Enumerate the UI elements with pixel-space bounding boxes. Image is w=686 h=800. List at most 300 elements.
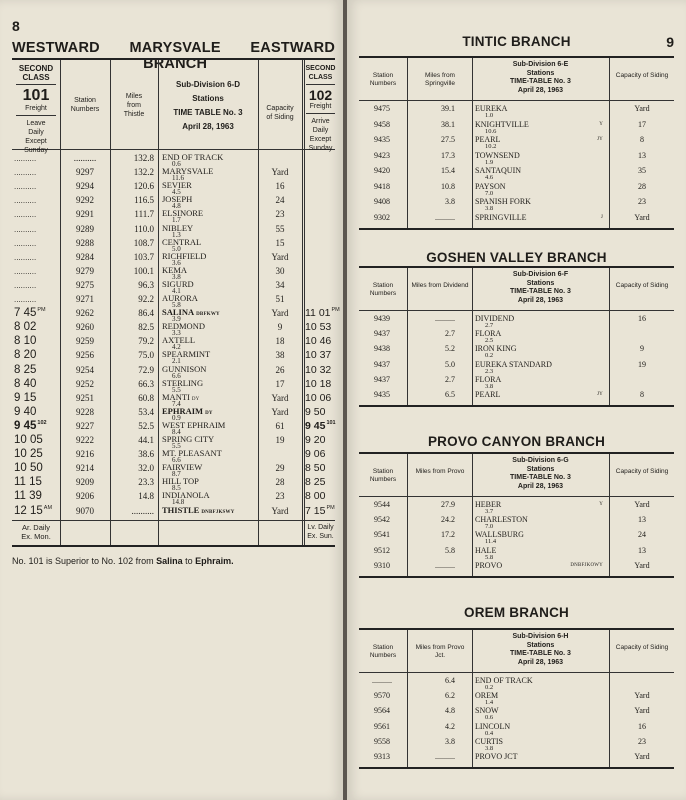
- station-name: [475, 737, 605, 746]
- station-label: LINCOLN: [475, 721, 511, 731]
- segment-distance: 5.8: [172, 301, 181, 309]
- westward-time: [14, 434, 60, 446]
- header-text: TIME-TABLE No. 3: [510, 474, 571, 481]
- station-label: SALINA: [162, 307, 195, 318]
- col-divider: [407, 630, 408, 767]
- siding-capacity: Yard: [634, 212, 650, 222]
- station-label: AURORA: [162, 293, 198, 303]
- station-label: RICHFIELD: [162, 250, 207, 261]
- segment-distance: 7.0: [485, 523, 494, 531]
- station-label: EUREKA STANDARD: [475, 359, 552, 369]
- header-text: Numbers: [70, 106, 100, 113]
- segment-distance: 1.4: [485, 699, 494, 707]
- station-number: 9279: [76, 265, 94, 276]
- miles-value: ..........: [435, 212, 455, 222]
- station-name: [475, 197, 605, 206]
- eastward-time: [305, 448, 325, 460]
- footnote-station: Ephraim.: [195, 556, 234, 566]
- eastward-time: [305, 490, 325, 502]
- station-number: 9070: [76, 505, 94, 516]
- header-text: Miles: [125, 93, 143, 100]
- miles-value: 103.7: [133, 251, 154, 262]
- segment-distance: 8.7: [172, 470, 181, 479]
- station-label: CHARLESTON: [475, 515, 528, 525]
- header-text: April 28, 1963: [517, 658, 564, 666]
- page-number-right: 9: [666, 34, 674, 50]
- footnote-text: to: [182, 556, 196, 566]
- header-rule: [359, 100, 674, 101]
- heading-westward: WESTWARD: [12, 40, 100, 56]
- miles-value: 5.2: [445, 344, 455, 354]
- station-name: [475, 691, 605, 700]
- time-value: 7 45: [14, 307, 37, 320]
- eastward-time: [305, 462, 325, 474]
- siding-capacity: 13: [638, 515, 646, 525]
- header-text: April 28, 1963: [517, 296, 564, 304]
- station-label: MANTI: [162, 391, 190, 402]
- segment-distance: 4.6: [485, 174, 494, 181]
- time-value: 8 20: [14, 349, 37, 362]
- station-name: [475, 213, 605, 222]
- station-label: SPANISH FORK: [475, 197, 531, 206]
- time-value: ..........: [14, 280, 37, 290]
- time-value: ..........: [14, 224, 37, 234]
- station-label: EUREKA: [475, 104, 508, 113]
- siding-capacity: 30: [275, 265, 285, 276]
- time-value: ..........: [14, 238, 37, 248]
- miles-value: 108.7: [133, 237, 154, 248]
- westward-time: [14, 349, 60, 361]
- footnote-station: Salina: [156, 556, 183, 566]
- station-label: MARYSVALE: [162, 166, 214, 177]
- station-number: 9542: [374, 515, 390, 525]
- time-value: 10 53: [305, 321, 332, 334]
- miles-value: ..........: [131, 505, 154, 516]
- siding-capacity: 24: [638, 530, 646, 540]
- siding-capacity: 8: [640, 135, 644, 144]
- segment-distance: 3.8: [485, 205, 494, 212]
- class-label: CLASS: [22, 73, 50, 82]
- miles-header: Miles from Provo: [415, 468, 465, 475]
- westward-time: [14, 152, 60, 164]
- miles-value: 60.8: [138, 392, 154, 403]
- segment-distance: 4.8: [172, 202, 181, 211]
- siding-capacity: 9: [640, 344, 644, 354]
- time-value: 10 05: [14, 434, 43, 446]
- siding-capacity: Yard: [634, 560, 650, 570]
- station-label: JOSEPH: [162, 194, 193, 205]
- train-schedule-note: Sunday: [24, 147, 48, 154]
- siding-capacity: 35: [638, 166, 646, 175]
- station-code: Y: [599, 121, 603, 127]
- siding-capacity: 23: [275, 209, 285, 220]
- miles-header: Miles from Dividend: [411, 282, 469, 289]
- siding-capacity: Yard: [634, 706, 650, 716]
- westward-time: [14, 237, 60, 249]
- header-rule: [359, 310, 674, 311]
- station-number: 9544: [374, 500, 390, 509]
- station-label: ELSINORE: [162, 208, 204, 219]
- branch-title: TINTIC BRANCH: [462, 34, 571, 49]
- miles-value: 5.8: [445, 545, 455, 555]
- siding-capacity: 24: [275, 195, 285, 206]
- station-code: Y: [599, 502, 603, 507]
- branch-table: [359, 452, 674, 578]
- miles-value: 10.8: [441, 181, 455, 191]
- westward-time: [14, 208, 60, 220]
- miles-value: 14.8: [138, 491, 154, 502]
- station-label: THISTLE: [162, 504, 200, 515]
- station-number: 9206: [76, 491, 94, 502]
- station-label: STERLING: [162, 377, 204, 388]
- header-text: Stations: [526, 465, 555, 473]
- capacity-header: [258, 104, 302, 122]
- segment-distance: 0.2: [485, 352, 494, 360]
- station-label: KNIGHTVILLE: [475, 119, 529, 129]
- station-number: 9408: [374, 197, 390, 206]
- segment-distance: 1.0: [485, 112, 494, 119]
- eastward-time: [305, 420, 336, 432]
- station-number: 9435: [374, 135, 390, 144]
- eastward-time: [305, 307, 340, 319]
- miles-value: 38.1: [441, 119, 455, 129]
- station-label: KEMA: [162, 264, 188, 275]
- westward-time: [14, 378, 60, 390]
- station-code: DY: [205, 410, 213, 416]
- siding-capacity: Yard: [271, 167, 289, 178]
- train-schedule-note: Leave: [26, 120, 46, 127]
- station-name: [475, 344, 605, 353]
- station-name: [162, 378, 203, 388]
- westward-time: [14, 505, 60, 517]
- col-divider: [609, 58, 610, 228]
- station-number: 9251: [76, 392, 94, 403]
- siding-capacity: 17: [638, 119, 646, 129]
- station-code: DNBFJKOWY: [570, 562, 603, 568]
- station-label: EPHRAIM: [162, 405, 204, 416]
- station-label: PEARL: [475, 135, 501, 144]
- westward-time: [14, 476, 60, 488]
- stations-header: [472, 61, 609, 95]
- station-name: [162, 208, 203, 218]
- westward-header: [12, 64, 60, 155]
- station-name: [475, 329, 605, 338]
- train-schedule-note: Except: [309, 136, 332, 143]
- time-value: 10 06: [305, 391, 332, 404]
- branch-table: [359, 628, 674, 769]
- siding-capacity: 13: [638, 150, 646, 160]
- station-number: 9558: [374, 736, 390, 746]
- station-number: 9438: [374, 344, 390, 354]
- westward-footer: [12, 523, 60, 541]
- time-value: 8 25: [305, 476, 326, 489]
- header-rule: [359, 672, 674, 673]
- time-value: 9 20: [305, 434, 326, 446]
- segment-distance: 0.6: [172, 160, 181, 168]
- time-value: 11 15: [14, 476, 42, 489]
- station-label: HILL TOP: [162, 476, 199, 487]
- train-schedule-note: Sunday: [308, 145, 333, 152]
- train-schedule-note: Arrive: [311, 118, 330, 125]
- station-number: ..........: [372, 676, 392, 685]
- train-kind: Freight: [25, 105, 47, 112]
- footer-rule: [12, 520, 335, 521]
- col-divider: [609, 454, 610, 576]
- westward-time: [14, 265, 60, 277]
- miles-value: 17.3: [441, 150, 455, 160]
- siding-capacity: 19: [638, 359, 646, 369]
- station-code: JY: [597, 137, 603, 142]
- station-name: [162, 490, 210, 500]
- siding-capacity: Yard: [634, 691, 650, 701]
- header-rule: [12, 149, 335, 150]
- segment-distance: 0.4: [485, 729, 494, 737]
- subdivision-label: Sub-Division 6-D: [175, 80, 240, 89]
- station-label: PAYSON: [475, 181, 506, 191]
- segment-distance: 2.5: [485, 337, 494, 345]
- station-code: JY: [597, 392, 603, 397]
- segment-distance: 3.6: [172, 258, 181, 267]
- segment-distance: 8.5: [172, 484, 181, 493]
- segment-distance: 4.2: [172, 343, 181, 352]
- station-name: [162, 307, 220, 317]
- miles-value: 2.7: [445, 374, 455, 384]
- siding-capacity: 34: [275, 279, 285, 290]
- station-name: [475, 104, 605, 113]
- station-name: [475, 561, 605, 570]
- train-schedule-note: Daily: [28, 129, 44, 136]
- miles-header: [110, 92, 158, 119]
- station-number: 9216: [76, 449, 94, 460]
- station-name: [162, 462, 202, 472]
- siding-capacity: 23: [275, 491, 285, 502]
- miles-value: 3.8: [445, 736, 455, 746]
- miles-value: 23.3: [138, 477, 154, 488]
- branch-title: GOSHEN VALLEY BRANCH: [426, 250, 607, 265]
- miles-value: 86.4: [138, 308, 154, 319]
- station-name: [475, 515, 605, 524]
- westward-time: [14, 448, 60, 460]
- segment-distance: 5.5: [172, 385, 181, 394]
- segment-distance: 6.6: [172, 371, 181, 380]
- miles-value: 2.7: [445, 329, 455, 339]
- col-divider: [302, 60, 303, 545]
- siding-capacity: 28: [638, 181, 646, 191]
- miles-value: ..........: [435, 314, 455, 323]
- station-number: 9310: [374, 560, 390, 570]
- header-text: Station: [74, 97, 96, 104]
- segment-distance: 10.2: [485, 143, 497, 150]
- time-value: 8 10: [14, 335, 37, 348]
- stations-label: Stations: [192, 94, 224, 103]
- siding-capacity: 15: [275, 237, 285, 248]
- miles-value: 111.7: [134, 209, 154, 220]
- station-number: 9564: [374, 706, 390, 716]
- segment-distance: 5.0: [172, 244, 181, 253]
- westward-time: [14, 406, 60, 418]
- station-name: [162, 237, 201, 247]
- station-number: 9284: [76, 251, 94, 262]
- station-code: DBFKWY: [196, 312, 220, 318]
- station-number: 9418: [374, 181, 390, 191]
- station-number: 9439: [374, 314, 390, 323]
- siding-capacity: 13: [638, 545, 646, 555]
- header-text: TIME-TABLE No. 3: [510, 78, 571, 85]
- eastward-header: [304, 64, 337, 153]
- segment-distance: 3.8: [485, 382, 494, 390]
- segment-distance: 1.3: [172, 230, 181, 239]
- miles-value: 132.8: [133, 153, 154, 163]
- class-label: SECOND: [305, 65, 336, 72]
- stations-header: [158, 80, 258, 131]
- train-schedule-note: Daily: [312, 127, 329, 134]
- miles-value: 100.1: [133, 265, 154, 276]
- siding-capacity: 61: [275, 420, 285, 431]
- siding-capacity: 9: [277, 322, 283, 333]
- siding-capacity: Yard: [271, 406, 289, 417]
- header-text: Sub-Division 6-G: [512, 457, 569, 464]
- station-label: FLORA: [475, 329, 502, 339]
- marysvale-timetable: [12, 58, 340, 547]
- station-label: SNOW: [475, 706, 499, 716]
- heading-branch-name: MARYSVALE BRANCH: [129, 40, 221, 72]
- station-label: MT. PLEASANT: [162, 448, 222, 459]
- station-number: 9256: [76, 350, 94, 361]
- time-value: ..........: [14, 154, 37, 163]
- station-number: 9254: [76, 364, 94, 375]
- station-name: [475, 706, 605, 715]
- miles-value: 15.4: [441, 166, 455, 175]
- miles-value: 44.1: [138, 435, 154, 445]
- station-number: 9252: [76, 378, 94, 389]
- miles-value: 53.4: [138, 406, 154, 417]
- station-number: 9209: [76, 477, 94, 488]
- eastward-time: [305, 349, 331, 361]
- segment-distance: 0.6: [485, 714, 494, 722]
- time-value: 9 15: [14, 391, 37, 404]
- col-divider: [60, 60, 61, 545]
- siding-capacity: 38: [275, 350, 285, 361]
- station-label: SPRING CITY: [162, 434, 215, 444]
- miles-value: 3.8: [445, 197, 455, 206]
- station-name: [162, 321, 205, 331]
- time-value: 9 45: [305, 419, 326, 432]
- westward-time: [14, 420, 60, 432]
- siding-capacity: 26: [275, 364, 285, 375]
- siding-capacity: 16: [275, 181, 285, 192]
- segment-distance: 4.1: [172, 286, 181, 295]
- time-value: ..........: [14, 168, 37, 178]
- segment-distance: 1.9: [485, 158, 494, 166]
- westward-time: [14, 490, 60, 502]
- westward-time: [14, 223, 60, 235]
- station-number: 9423: [374, 150, 390, 160]
- siding-capacity: 28: [275, 477, 285, 488]
- branch-table: [359, 56, 674, 230]
- station-number: 9260: [76, 322, 94, 333]
- time-value: 8 25: [14, 363, 37, 376]
- miles-value: 4.8: [445, 706, 455, 716]
- siding-capacity: Yard: [271, 308, 289, 319]
- station-number: 9291: [76, 209, 94, 220]
- westward-time: [14, 307, 60, 319]
- miles-value: 79.2: [138, 336, 154, 347]
- footer-text: Ar. Daily: [22, 523, 50, 532]
- eastward-time: [305, 434, 325, 446]
- station-label: AXTELL: [162, 335, 196, 346]
- miles-value: 5.0: [445, 359, 455, 369]
- timetable-label: TIME TABLE No. 3: [173, 108, 243, 117]
- capacity-header: Capacity of Siding: [615, 644, 669, 651]
- footer-text: Ex. Mon.: [21, 532, 51, 541]
- time-suffix: 102: [37, 419, 47, 426]
- header-text: Capacity: [266, 105, 294, 112]
- miles-value: ..........: [435, 560, 455, 570]
- siding-capacity: 23: [638, 736, 646, 746]
- siding-capacity: 51: [275, 294, 285, 304]
- segment-distance: 5.5: [172, 442, 181, 450]
- station-name: [475, 151, 605, 160]
- miles-value: 116.5: [134, 195, 154, 206]
- siding-capacity: Yard: [634, 104, 650, 113]
- station-name: [162, 349, 210, 359]
- station-label: CENTRAL: [162, 236, 202, 247]
- station-label: PROVO: [475, 560, 503, 570]
- header-text: Sub-Division 6-F: [512, 271, 569, 278]
- westward-time: [14, 251, 60, 263]
- time-value: 9 06: [305, 448, 326, 461]
- segment-distance: 14.8: [172, 498, 185, 507]
- station-number: ..........: [73, 153, 97, 163]
- miles-value: 39.1: [441, 104, 455, 113]
- eastward-time: [305, 476, 325, 488]
- station-number: 9302: [374, 212, 390, 222]
- segment-distance: 3.8: [485, 744, 494, 752]
- station-number: 9435: [374, 390, 390, 399]
- segment-distance: 3.9: [172, 315, 181, 324]
- time-suffix: 101: [326, 419, 336, 426]
- time-value: ..........: [14, 196, 37, 206]
- station-label: IRON KING: [475, 344, 517, 354]
- station-label: SEVIER: [162, 180, 192, 191]
- branch-table: [359, 266, 674, 407]
- station-label: WEST EPHRAIM: [162, 419, 226, 430]
- station-number: 9420: [374, 166, 390, 175]
- westward-time: [14, 279, 60, 291]
- eastward-time: [305, 364, 331, 376]
- station-number: 9288: [76, 237, 94, 248]
- miles-value: 96.3: [138, 279, 154, 290]
- station-name: [475, 676, 605, 685]
- header-text: from: [127, 102, 141, 109]
- segment-distance: 1.7: [172, 216, 181, 225]
- station-name: [475, 182, 605, 191]
- header-text: April 28, 1963: [517, 86, 564, 94]
- header-text: Sub-Division 6-E: [512, 61, 569, 68]
- miles-value: 27.5: [441, 135, 455, 144]
- station-label: REDMOND: [162, 321, 205, 332]
- siding-capacity: 16: [638, 314, 646, 323]
- station-number: 9437: [374, 359, 390, 369]
- station-label: CURTIS: [475, 736, 503, 746]
- station-number: 9570: [374, 691, 390, 701]
- segment-distance: 6.6: [172, 456, 181, 465]
- miles-value: 27.9: [441, 500, 455, 509]
- westward-time: [14, 392, 60, 404]
- timetable-date: April 28, 1963: [182, 122, 234, 131]
- station-number: 9294: [76, 181, 94, 192]
- segment-distance: 5.8: [485, 553, 494, 561]
